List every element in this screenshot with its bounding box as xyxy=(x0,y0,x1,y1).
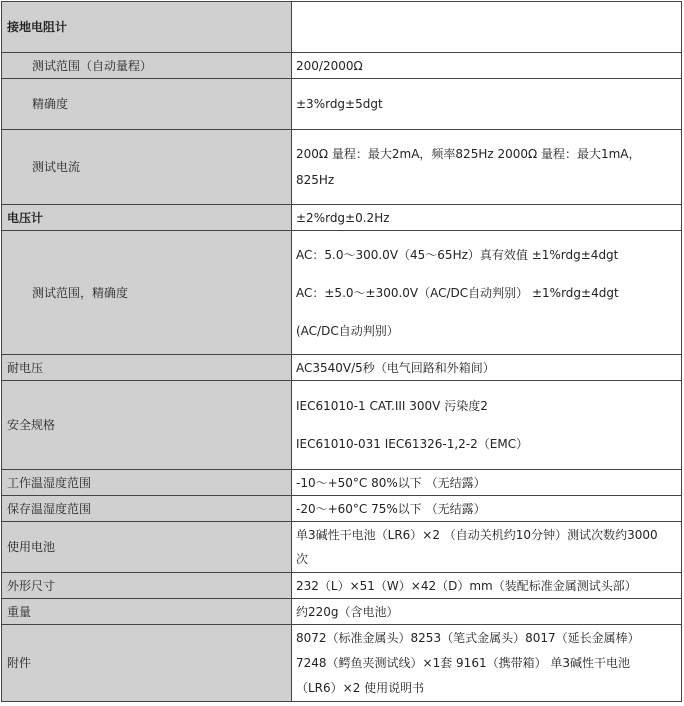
table-row xyxy=(2,231,682,355)
row-value: -20～+60°C 75%以下 （无结露） xyxy=(292,496,682,522)
row-key: 测试范围（自动量程） xyxy=(2,53,292,79)
row-value: 200/2000Ω xyxy=(292,53,682,79)
value-line: 7248（鳄鱼夹测试线）×1套 9161（携带箱） 单3碱性干电池 xyxy=(296,655,631,670)
value-line: 单3碱性干电池（LR6）×2 （自动关机约10分钟）测试次数约3000 xyxy=(296,528,658,542)
row-key: 电压计 xyxy=(2,205,292,231)
row-key: 安全规格 xyxy=(2,381,292,470)
table-row xyxy=(2,53,682,79)
row-key: 工作温湿度范围 xyxy=(2,470,292,496)
row-value: -10～+50°C 80%以下 （无结露） xyxy=(292,470,682,496)
row-key: 接地电阻计 xyxy=(2,2,292,53)
row-value: 约220g（含电池） xyxy=(292,599,682,625)
row-key: 保存温湿度范围 xyxy=(2,496,292,522)
table-row xyxy=(2,625,682,702)
table-row xyxy=(2,522,682,573)
row-value xyxy=(292,522,682,573)
row-value: ±3%rdg±5dgt xyxy=(292,79,682,130)
row-key: 重量 xyxy=(2,599,292,625)
value-line: AC：5.0～300.0V（45～65Hz）真有效值 ±1%rdg±4dgt xyxy=(296,247,619,262)
row-key: 附件 xyxy=(2,625,292,702)
value-line: (AC/DC自动判别） xyxy=(296,323,399,338)
value-line: IEC61010-1 CAT.III 300V 污染度2 xyxy=(296,399,488,413)
table-row xyxy=(2,79,682,130)
row-value xyxy=(292,381,682,470)
row-value xyxy=(292,130,682,205)
row-key: 使用电池 xyxy=(2,522,292,573)
table-row xyxy=(2,470,682,496)
row-value xyxy=(292,2,682,53)
table-row xyxy=(2,599,682,625)
row-key: 测试电流 xyxy=(2,130,292,205)
value-line: 次 xyxy=(296,552,309,566)
value-line: AC：±5.0～±300.0V（AC/DC自动判别） ±1%rdg±4dgt xyxy=(296,285,619,300)
value-line: （LR6）×2 使用说明书 xyxy=(296,680,425,695)
value-line: 825Hz xyxy=(296,173,335,187)
table-row xyxy=(2,2,682,53)
table-row xyxy=(2,573,682,599)
row-value xyxy=(292,625,682,702)
row-value xyxy=(292,231,682,355)
row-value: ±2%rdg±0.2Hz xyxy=(292,205,682,231)
row-key: 外形尺寸 xyxy=(2,573,292,599)
row-key: 测试范围，精确度 xyxy=(2,231,292,355)
row-value: AC3540V/5秒（电气回路和外箱间） xyxy=(292,355,682,381)
table-row xyxy=(2,205,682,231)
row-key: 耐电压 xyxy=(2,355,292,381)
row-value: 232（L）×51（W）×42（D）mm（装配标准金属测试头部） xyxy=(292,573,682,599)
table-row xyxy=(2,381,682,470)
value-line: 200Ω 量程：最大2mA，频率825Hz 2000Ω 量程：最大1mA， xyxy=(296,147,641,161)
value-line: IEC61010-031 IEC61326-1,2-2（EMC） xyxy=(296,437,529,451)
table-row xyxy=(2,355,682,381)
row-key: 精确度 xyxy=(2,79,292,130)
value-line: 8072（标准金属头）8253（笔式金属头）8017（延长金属棒） xyxy=(296,630,640,645)
table-row xyxy=(2,130,682,205)
spec-table xyxy=(1,1,682,702)
table-row xyxy=(2,496,682,522)
